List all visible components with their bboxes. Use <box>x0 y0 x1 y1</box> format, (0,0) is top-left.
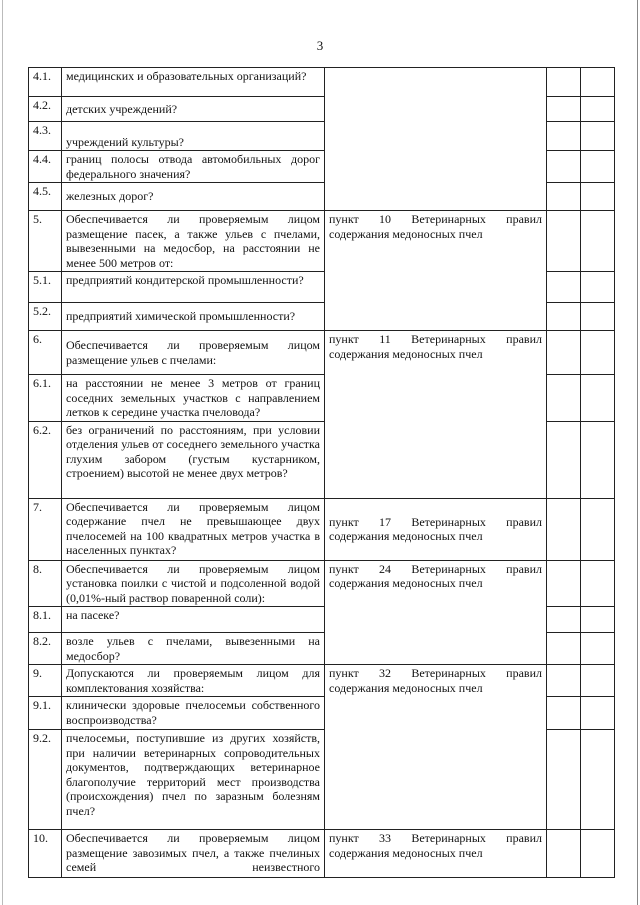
row-question: возле ульев с пчелами, вывезенными на медосбор? <box>62 633 325 665</box>
row-number: 6. <box>29 331 62 375</box>
answer-cell[interactable] <box>547 498 581 560</box>
reference-line-1: пункт 10 Ветеринарных правил <box>329 212 542 226</box>
scan-edge-left <box>2 0 3 905</box>
answer-cell[interactable] <box>581 730 615 830</box>
row-question: без ограничений по расстояниям, при условии отделения ульев от соседнего земельного участка глухим забором (густым кустарником, строением) высотой не менее двух метров? <box>62 421 325 498</box>
row-number: 10. <box>29 830 62 878</box>
row-question: предприятий химической промышленности? <box>62 303 325 331</box>
answer-cell[interactable] <box>581 560 615 607</box>
reference-line-2: содержания медоносных пчел <box>329 576 483 590</box>
row-question: Обеспечивается ли проверяемым лицом размещение ульев с пчелами: <box>62 331 325 375</box>
row-number: 9.1. <box>29 697 62 730</box>
answer-cell[interactable] <box>547 151 581 183</box>
row-number: 7. <box>29 498 62 560</box>
reference-line-1: пункт 32 Ветеринарных правил <box>329 666 542 680</box>
row-number: 4.2. <box>29 97 62 122</box>
answer-cell[interactable] <box>547 375 581 422</box>
answer-cell[interactable] <box>547 633 581 665</box>
reference-line-1: пункт 17 Ветеринарных правил <box>329 514 542 529</box>
answer-cell[interactable] <box>547 560 581 607</box>
row-question: на пасеке? <box>62 607 325 633</box>
row-number: 5.1. <box>29 272 62 303</box>
reference-line-1: пункт 11 Ветеринарных правил <box>329 332 542 346</box>
table-row <box>29 211 615 272</box>
row-question: Обеспечивается ли проверяемым лицом содержание пчел не превышающее двух пчелосемей на 100 квадратных метров участка в населенных пунктах? <box>62 498 325 560</box>
answer-cell[interactable] <box>547 607 581 633</box>
answer-cell[interactable] <box>547 68 581 97</box>
row-number: 5.2. <box>29 303 62 331</box>
row-reference <box>325 665 547 830</box>
answer-cell[interactable] <box>581 97 615 122</box>
answer-cell[interactable] <box>547 211 581 272</box>
answer-cell[interactable] <box>547 303 581 331</box>
row-question: Обеспечивается ли проверяемым лицом размещение завозимых пчел, а также пчелиных семей неизвестного <box>62 830 325 878</box>
answer-cell[interactable] <box>547 331 581 375</box>
answer-cell[interactable] <box>547 730 581 830</box>
answer-cell[interactable] <box>581 697 615 730</box>
row-question: детских учреждений? <box>62 97 325 122</box>
reference-line-1: пункт 24 Ветеринарных правил <box>329 561 542 576</box>
row-number: 9. <box>29 665 62 697</box>
answer-cell[interactable] <box>581 68 615 97</box>
row-number: 9.2. <box>29 730 62 830</box>
row-question: клинически здоровые пчелосемьи собственного воспроизводства? <box>62 697 325 730</box>
answer-cell[interactable] <box>547 97 581 122</box>
answer-cell[interactable] <box>581 375 615 422</box>
table-row <box>29 498 615 560</box>
checklist-table <box>28 67 615 878</box>
row-question: на расстоянии не менее 3 метров от границ соседних земельных участков с направлением летков к середине участка пчеловода? <box>62 375 325 422</box>
answer-cell[interactable] <box>581 331 615 375</box>
row-question: предприятий кондитерской промышленности? <box>62 272 325 303</box>
row-reference <box>325 331 547 499</box>
answer-cell[interactable] <box>581 421 615 498</box>
answer-cell[interactable] <box>581 498 615 560</box>
table-row <box>29 560 615 607</box>
row-number: 8.2. <box>29 633 62 665</box>
table-row <box>29 830 615 878</box>
row-reference <box>325 68 547 211</box>
answer-cell[interactable] <box>581 830 615 878</box>
row-number: 4.5. <box>29 183 62 211</box>
answer-cell[interactable] <box>581 122 615 151</box>
answer-cell[interactable] <box>547 665 581 697</box>
answer-cell[interactable] <box>581 211 615 272</box>
row-number: 6.1. <box>29 375 62 422</box>
row-question: пчелосемьи, поступившие из других хозяйств, при наличии ветеринарных сопроводительных документов, подтверждающих ветеринарное благополучие территорий мест производства (происхождения) пчел по заразным болезням пчел? <box>62 730 325 830</box>
reference-line-1: пункт 33 Ветеринарных правил <box>329 831 542 845</box>
table-row <box>29 331 615 375</box>
answer-cell[interactable] <box>581 272 615 303</box>
answer-cell[interactable] <box>547 272 581 303</box>
reference-line-2: содержания медоносных пчел <box>329 680 483 695</box>
row-reference <box>325 830 547 878</box>
row-number: 6.2. <box>29 421 62 498</box>
answer-cell[interactable] <box>581 183 615 211</box>
answer-cell[interactable] <box>547 122 581 151</box>
answer-cell[interactable] <box>547 830 581 878</box>
row-question: Обеспечивается ли проверяемым лицом размещение пасек, а также ульев с пчелами, вывезенными на медосбор, на расстоянии не менее 500 метров от: <box>62 211 325 272</box>
row-number: 8.1. <box>29 607 62 633</box>
row-reference <box>325 560 547 665</box>
row-question: учреждений культуры? <box>62 122 325 151</box>
row-number: 5. <box>29 211 62 272</box>
answer-cell[interactable] <box>581 665 615 697</box>
answer-cell[interactable] <box>581 607 615 633</box>
reference-line-2: содержания медоносных пчел <box>329 845 483 860</box>
row-number: 8. <box>29 560 62 607</box>
row-question: медицинских и образовательных организаций? <box>62 68 325 97</box>
row-number: 4.4. <box>29 151 62 183</box>
reference-line-2: содержания медоносных пчел <box>329 346 483 361</box>
answer-cell[interactable] <box>547 421 581 498</box>
table-row <box>29 665 615 697</box>
answer-cell[interactable] <box>581 633 615 665</box>
row-question: Допускаются ли проверяемым лицом для комплектования хозяйства: <box>62 665 325 697</box>
answer-cell[interactable] <box>547 183 581 211</box>
answer-cell[interactable] <box>581 303 615 331</box>
scan-edge-right <box>637 0 638 905</box>
row-question: Обеспечивается ли проверяемым лицом установка поилки с чистой и подсоленной водой (0,01%-ный раствор поваренной соли): <box>62 560 325 607</box>
row-question: железных дорог? <box>62 183 325 211</box>
table-row <box>29 68 615 97</box>
reference-line-2: содержания медоносных пчел <box>329 226 483 241</box>
reference-line-2: содержания медоносных пчел <box>329 529 483 543</box>
row-question: границ полосы отвода автомобильных дорог федерального значения? <box>62 151 325 183</box>
row-reference <box>325 498 547 560</box>
row-reference <box>325 211 547 331</box>
row-number: 4.1. <box>29 68 62 97</box>
row-number: 4.3. <box>29 122 62 151</box>
answer-cell[interactable] <box>581 151 615 183</box>
answer-cell[interactable] <box>547 697 581 730</box>
page-number: 3 <box>316 38 324 53</box>
